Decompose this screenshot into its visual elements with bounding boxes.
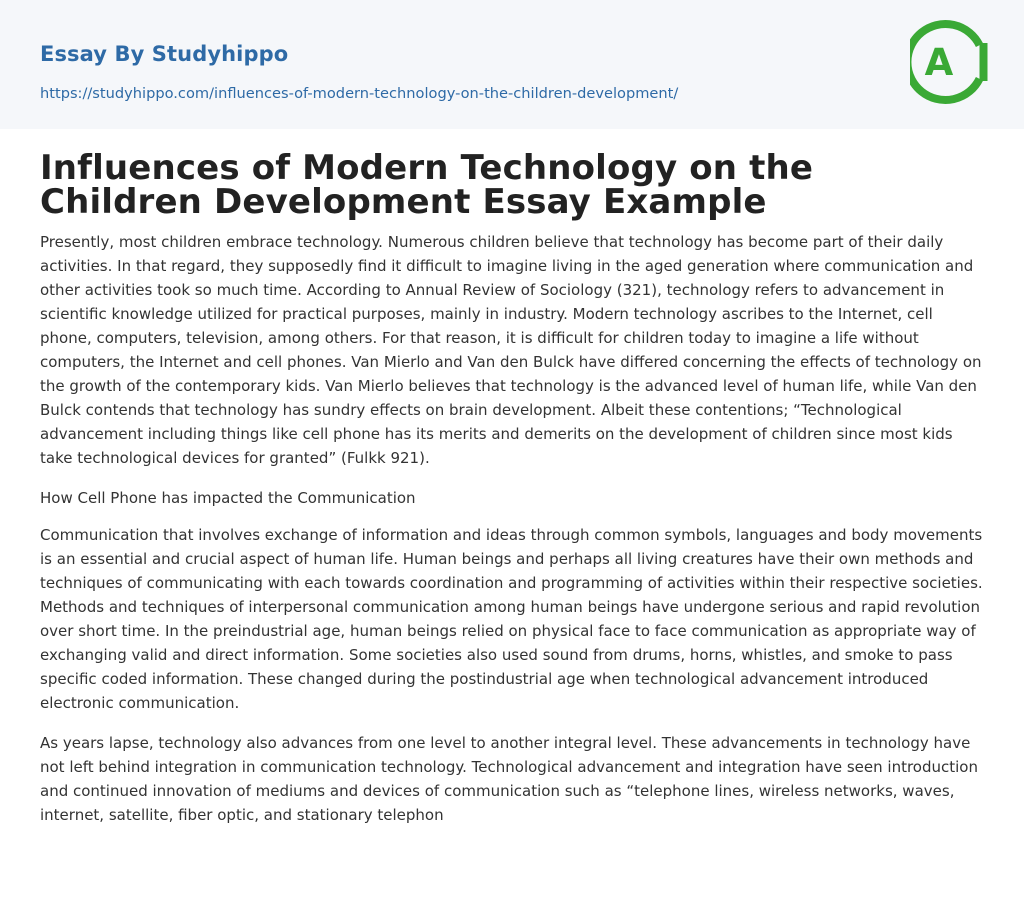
essay-paragraph: As years lapse, technology also advances from one level to another integral level. These advancements in technology have not left behind integration in communication technology. Technological advancement and integration have seen introduction and continued innovation of mediums and devices of communication such as “telephone lines, wireless networks, waves, internet, satellite, fiber optic, and stationary telephon bbox=[40, 734, 978, 824]
essay-paragraph: Communication that involves exchange of information and ideas through common symbols, languages and body movements is an essential and crucial aspect of human life. Human beings and perhaps all living creatures have their own methods and techniques of communicating with each towards coordination and programming of activities within their respective societies. Methods and techniques of interpersonal communication among human beings have undergone serious and rapid revolution over short time. In the preindustrial age, human beings relied on physical face to face communication as appropriate way of exchanging valid and direct information. Some societies also used sound from drums, horns, whistles, and smoke to pass specific coded information. These changed during the postindustrial age when technological advancement introduced electronic communication. bbox=[40, 526, 983, 712]
site-brand-title[interactable]: Essay By Studyhippo bbox=[40, 42, 289, 66]
section-subheading: How Cell Phone has impacted the Communication bbox=[40, 489, 416, 507]
essay-title: Influences of Modern Technology on the Children Development Essay Example bbox=[40, 148, 814, 222]
logo-letter: A bbox=[924, 41, 954, 84]
essay-paragraph: Presently, most children embrace technology. Numerous children believe that technology has become part of their daily activities. In that regard, they supposedly find it difficult to imagine living in the aged generation where communication and other activities took so much time. According to Annual Review of Sociology (321), technology refers to advancement in scientific knowledge utilized for practical purposes, mainly in industry. Modern technology ascribes to the Internet, cell phone, computers, television, among others. For that reason, it is difficult for children today to imagine a life without computers, the Internet and cell phones. Van Mierlo and Van den Bulck have differed concerning the effects of technology on the growth of the contemporary kids. Van Mierlo believes that technology is the advanced level of human life, while Van den Bulck contends that technology has sundry effects on brain development. Albeit these contentions; “Technological advancement including things like cell phone has its merits and demerits on the development of children since most kids take technological devices for granted” (Fulkk 921). bbox=[40, 233, 982, 467]
essay-url-link[interactable]: https://studyhippo.com/influences-of-modern-technology-on-the-children-development/ bbox=[40, 85, 679, 102]
article-content bbox=[0, 148, 1024, 827]
site-header bbox=[0, 0, 1024, 129]
studyhippo-logo-icon[interactable] bbox=[910, 18, 988, 106]
